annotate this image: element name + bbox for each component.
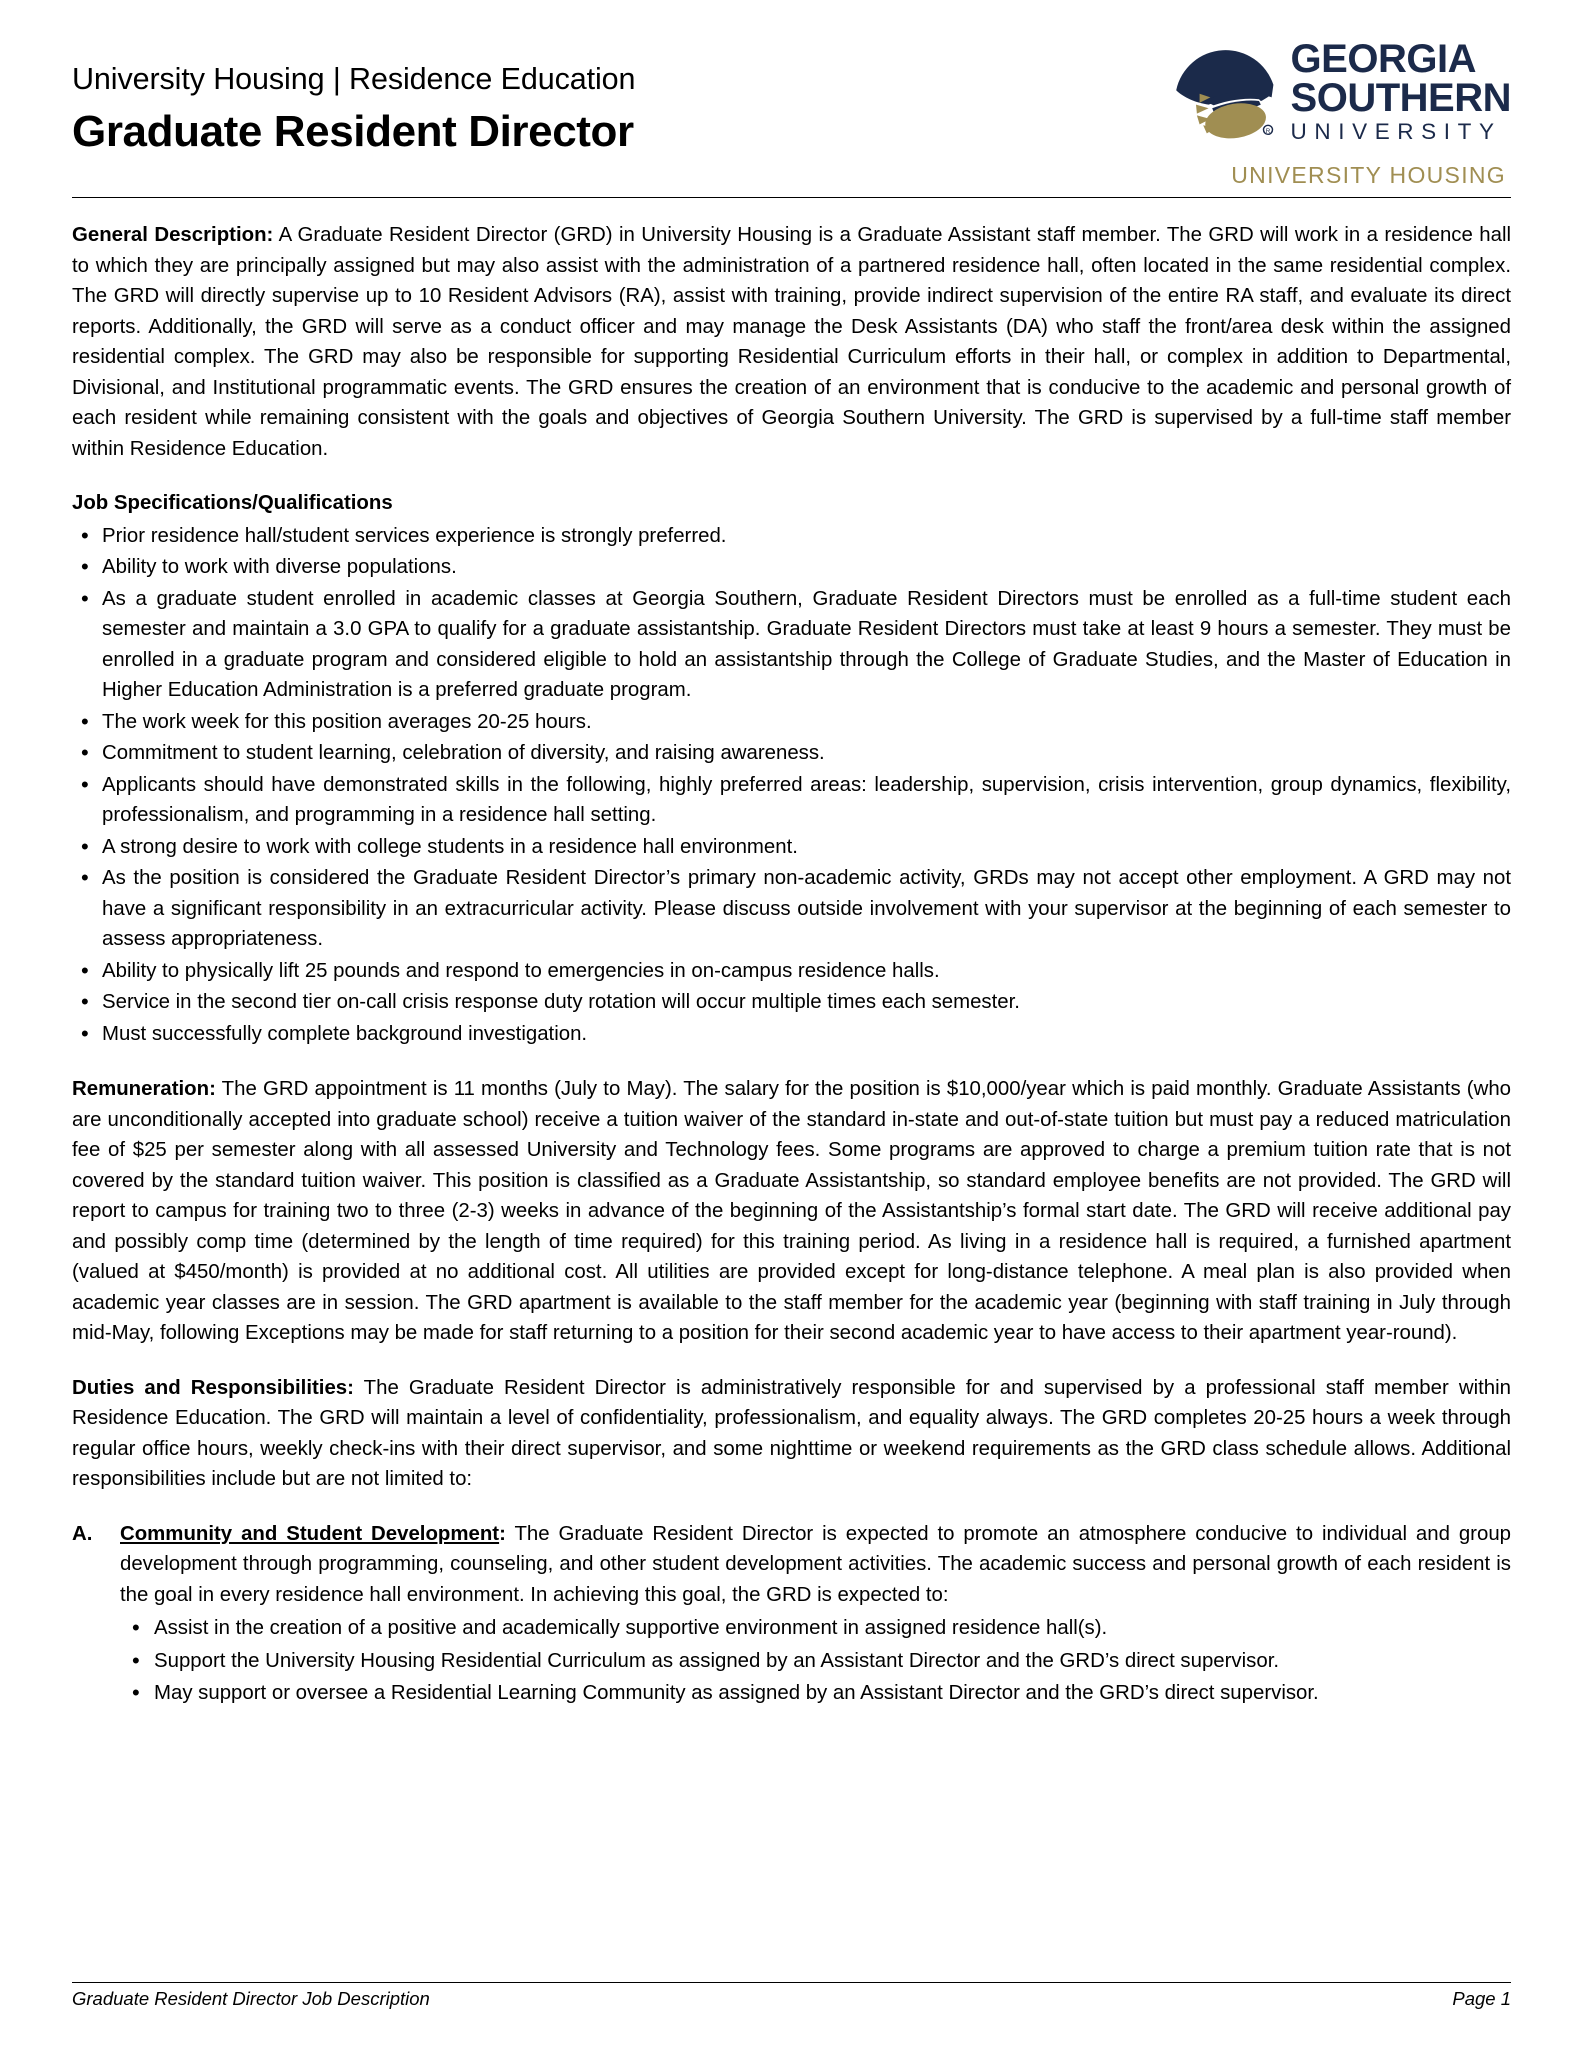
page-footer <box>72 1982 1511 2010</box>
section-a-list <box>120 1613 1511 1709</box>
remuneration-label: Remuneration: <box>72 1078 216 1100</box>
duties-lettered-list <box>72 1519 1511 1709</box>
header-text-block <box>72 30 635 159</box>
footer-divider <box>72 1982 1511 1983</box>
list-item: • Applicants should have demonstrated skills in the following, highly preferred areas: leadership, supervision, crisis intervention, group dynamics, flexibility, professionalism, and programming in a residence hall setting. <box>72 770 1511 831</box>
list-item: • May support or oversee a Residential Learning Community as assigned by an Assistant Director and the GRD’s direct supervisor. <box>120 1678 1511 1709</box>
header-divider <box>72 197 1511 198</box>
list-item: • Support the University Housing Residential Curriculum as assigned by an Assistant Director and the GRD’s direct supervisor. <box>120 1646 1511 1677</box>
section-a-text: The Graduate Resident Director is expected to promote an atmosphere conducive to individual and group development through programming, counseling, and other student development activities. The academic success and personal growth of each resident is the goal in every residence hall environment. In achieving this goal, the GRD is expected to: <box>120 1522 1511 1606</box>
list-item: • Commitment to student learning, celebration of diversity, and raising awareness. <box>72 738 1511 769</box>
spacer <box>72 1050 1511 1074</box>
list-item: • Assist in the creation of a positive and academically supportive environment in assigned residence hall(s). <box>120 1613 1511 1644</box>
duties-label: Duties and Responsibilities: <box>72 1376 354 1399</box>
page-title: Graduate Resident Director <box>72 106 634 156</box>
general-description-label: General Description: <box>72 224 274 246</box>
logo-tagline: UNIVERSITY HOUSING <box>1231 162 1506 188</box>
general-description-text: A Graduate Resident Director (GRD) in University Housing is a Graduate Assistant staff member. The GRD will work in a residence hall to which they are principally assigned but may also assist with the administration of a partnered residence hall, often located in the same residential complex. The GRD will directly supervise up to 10 Resident Advisors (RA), assist with training, provide indirect supervision of the entire RA staff, and evaluate its direct reports. Additionally, the GRD will serve as a conduct officer and may manage the Desk Assistants (DA) who staff the front/area desk within the assigned residential complex. The GRD may also be responsible for supporting Residential Curriculum efforts in their hall, or complex in addition to Departmental, Divisional, and Institutional programmatic events. The GRD ensures the creation of an environment that is conducive to the academic and personal growth of each resident while remaining consistent with the goals and objectives of Georgia Southern University. The GRD is supervised by a full-time staff member within Residence Education. <box>72 224 1511 460</box>
section-a <box>72 1519 1511 1709</box>
spacer <box>72 1349 1511 1373</box>
logo-wordmark <box>1290 37 1511 145</box>
remuneration-paragraph <box>72 1074 1511 1349</box>
remuneration-text: The GRD appointment is 11 months (July to May). The salary for the position is $10,000/year which is paid monthly. Graduate Assistants (who are unconditionally accepted into graduate school) receive a tuition waiver of the standard in-state and out-of-state tuition but must pay a reduced matriculation fee of $25 per semester along with all assessed University and Technology fees. Some programs are approved to charge a premium tuition rate that is not covered by the standard tuition waiver. This position is classified as a Graduate Assistantship, so standard employee benefits are not provided. The GRD will report to campus for training two to three (2-3) weeks in advance of the beginning of the Assistantship’s formal start date. The GRD will receive additional pay and possibly comp time (determined by the length of time required) for this training period. As living in a residence hall is required, a furnished apartment (valued at $450/month) is provided at no additional cost. All utilities are provided except for long-distance telephone. A meal plan is also provided when academic year classes are in session. The GRD apartment is available to the staff member for the academic year (beginning with staff training in July through mid-May, following Exceptions may be made for staff returning to a position for their second academic year to have access to their apartment year-round). <box>72 1078 1511 1344</box>
footer-page-number: Page 1 <box>1452 1988 1511 2009</box>
list-item: • Service in the second tier on-call crisis response duty rotation will occur multiple times each semester. <box>72 987 1511 1018</box>
duties-paragraph <box>72 1373 1511 1495</box>
qualifications-heading: Job Specifications/Qualifications <box>72 492 393 514</box>
logo-word-southern: SOUTHERN <box>1290 76 1511 121</box>
section-a-title: Community and Student Development <box>120 1522 500 1545</box>
section-a-marker: A. <box>72 1522 93 1545</box>
logo-row <box>1169 38 1511 146</box>
page-content <box>72 30 1511 1711</box>
list-item: • Ability to work with diverse populations. <box>72 552 1511 583</box>
logo-word-university: UNIVERSITY <box>1290 119 1502 145</box>
page-header <box>72 30 1511 189</box>
eagle-logo-icon <box>1169 38 1277 146</box>
list-item: • Ability to physically lift 25 pounds and respond to emergencies in on-campus residence halls. <box>72 956 1511 987</box>
duties-text: The Graduate Resident Director is administratively responsible for and supervised by a professional staff member within Residence Education. The GRD will maintain a level of confidentiality, professionalism, and equality always. The GRD completes 20-25 hours a week through regular office hours, weekly check-ins with their direct supervisor, and some nighttime or weekend requirements as the GRD class schedule allows. Additional responsibilities include but are not limited to: <box>72 1376 1511 1490</box>
svg-text:R: R <box>1265 127 1270 135</box>
qualifications-list <box>72 521 1511 1050</box>
section-a-colon: : <box>499 1522 506 1545</box>
list-item: • A strong desire to work with college students in a residence hall environment. <box>72 832 1511 863</box>
list-item: • The work week for this position averages 20-25 hours. <box>72 707 1511 738</box>
list-item: • Must successfully complete background investigation. <box>72 1019 1511 1050</box>
footer-left-text: Graduate Resident Director Job Description <box>72 1988 430 2009</box>
list-item: • As the position is considered the Graduate Resident Director’s primary non-academic activity, GRDs may not accept other employment. A GRD may not have a significant responsibility in an extracurricular activity. Please discuss outside involvement with your supervisor at the beginning of each semester to assess appropriateness. <box>72 863 1511 955</box>
department-line: University Housing | Residence Education <box>72 62 636 96</box>
document-body <box>72 220 1511 1709</box>
spacer <box>72 464 1511 488</box>
general-description-paragraph <box>72 220 1511 464</box>
institution-logo <box>1169 30 1511 189</box>
logo-word-georgia: GEORGIA <box>1290 37 1476 82</box>
list-item: • Prior residence hall/student services experience is strongly preferred. <box>72 521 1511 552</box>
list-item: • As a graduate student enrolled in academic classes at Georgia Southern, Graduate Resident Directors must be enrolled as a full-time student each semester and maintain a 3.0 GPA to qualify for a graduate assistantship. Graduate Resident Directors must take at least 9 hours a semester. They must be enrolled in a graduate program and considered eligible to hold an assistantship through the College of Graduate Studies, and the Master of Education in Higher Education Administration is a preferred graduate program. <box>72 584 1511 706</box>
footer-row <box>72 1988 1511 2010</box>
spacer <box>72 1495 1511 1519</box>
